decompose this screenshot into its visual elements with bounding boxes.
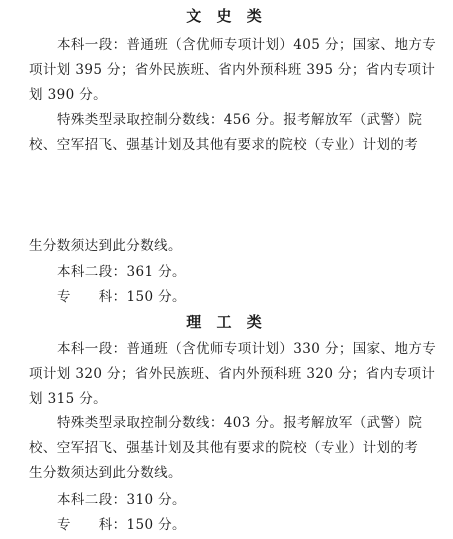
text-line: 专 科：150 分。 — [57, 289, 186, 305]
text-line: 校、空军招飞、强基计划及其他有要求的院校（专业）计划的考 — [29, 137, 419, 153]
section-heading-liberal-arts: 文 史 类 — [186, 7, 267, 25]
text-line: 划 390 分。 — [29, 87, 108, 103]
text-line: 划 315 分。 — [29, 391, 108, 407]
text-line: 生分数须达到此分数线。 — [29, 465, 182, 481]
text-line: 本科二段：361 分。 — [57, 264, 186, 280]
text-line: 专 科：150 分。 — [57, 517, 186, 533]
section-heading-science-engineering: 理 工 类 — [186, 313, 267, 331]
text-line: 生分数须达到此分数线。 — [29, 238, 182, 254]
text-line: 本科一段：普通班（含优师专项计划）330 分；国家、地方专 — [57, 341, 437, 357]
text-line: 本科一段：普通班（含优师专项计划）405 分；国家、地方专 — [57, 37, 437, 53]
text-line: 本科二段：310 分。 — [57, 492, 186, 508]
text-line: 校、空军招飞、强基计划及其他有要求的院校（专业）计划的考 — [29, 440, 419, 456]
text-line: 项计划 395 分；省外民族班、省内外预科班 395 分；省内专项计 — [29, 62, 436, 78]
text-line: 项计划 320 分；省外民族班、省内外预科班 320 分；省内专项计 — [29, 366, 436, 382]
text-line: 特殊类型录取控制分数线：456 分。报考解放军（武警）院 — [57, 112, 423, 128]
text-line: 特殊类型录取控制分数线：403 分。报考解放军（武警）院 — [57, 415, 423, 431]
